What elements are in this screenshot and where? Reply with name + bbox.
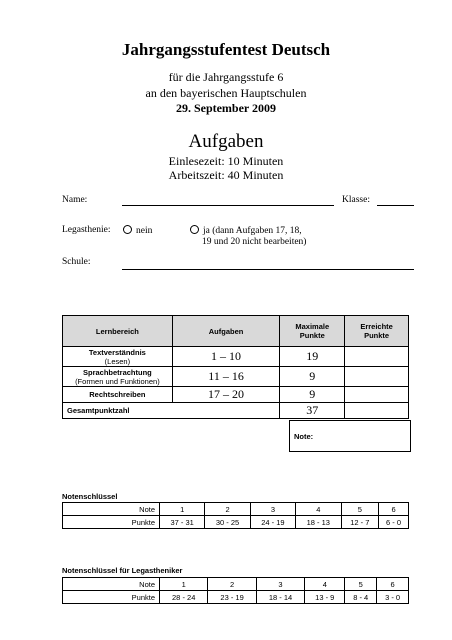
class-field[interactable] bbox=[377, 205, 414, 206]
grade-line: für die Jahrgangsstufe 6 bbox=[168, 70, 284, 84]
grade-cell: 1 bbox=[160, 503, 205, 516]
grade-cell: 3 bbox=[256, 578, 304, 591]
school-type-line: an den bayerischen Hauptschulen bbox=[145, 86, 307, 100]
option-yes[interactable] bbox=[190, 225, 302, 236]
grade-key-table bbox=[62, 502, 409, 529]
grade-row bbox=[63, 578, 409, 591]
points-cell: 18 - 13 bbox=[296, 516, 341, 529]
header-max: Maximale Punkte bbox=[280, 316, 345, 347]
score-table bbox=[62, 315, 409, 419]
grade-cell: 5 bbox=[345, 578, 377, 591]
achieved-cell[interactable] bbox=[345, 387, 409, 403]
header-area: Lernbereich bbox=[63, 316, 173, 347]
points-cell: 24 - 19 bbox=[250, 516, 295, 529]
grade-row bbox=[63, 503, 409, 516]
grade-cell: 4 bbox=[296, 503, 341, 516]
points-cell: 18 - 14 bbox=[256, 591, 304, 604]
legasthenie-label: Legasthenie: bbox=[62, 225, 111, 235]
achieved-cell[interactable] bbox=[345, 347, 409, 367]
grade-cell: 4 bbox=[305, 578, 345, 591]
total-label: Gesamtpunktzahl bbox=[63, 403, 280, 419]
max-cell: 19 bbox=[280, 347, 345, 367]
name-field[interactable] bbox=[122, 205, 334, 206]
grade-key-title: Notenschlüssel bbox=[62, 492, 118, 501]
achieved-cell[interactable] bbox=[345, 367, 409, 387]
radio-no-icon[interactable] bbox=[123, 225, 132, 234]
tasks-cell: 11 – 16 bbox=[172, 367, 280, 387]
table-row bbox=[63, 367, 409, 387]
grade-cell: 1 bbox=[160, 578, 208, 591]
header-achieved: Erreichte Punkte bbox=[345, 316, 409, 347]
points-cell: 6 - 0 bbox=[379, 516, 409, 529]
name-label: Name: bbox=[62, 195, 88, 205]
note-header: Note bbox=[63, 503, 160, 516]
note-box[interactable] bbox=[289, 420, 411, 452]
grade-key-leg-table bbox=[62, 577, 409, 604]
total-max: 37 bbox=[280, 403, 345, 419]
points-row bbox=[63, 591, 409, 604]
points-cell: 3 - 0 bbox=[377, 591, 409, 604]
grade-cell: 6 bbox=[377, 578, 409, 591]
header-tasks: Aufgaben bbox=[172, 316, 280, 347]
points-header: Punkte bbox=[63, 516, 160, 529]
school-field[interactable] bbox=[122, 269, 414, 270]
points-cell: 12 - 7 bbox=[341, 516, 379, 529]
grade-cell: 5 bbox=[341, 503, 379, 516]
points-cell: 37 - 31 bbox=[160, 516, 205, 529]
tasks-cell: 17 – 20 bbox=[172, 387, 280, 403]
points-row bbox=[63, 516, 409, 529]
grade-cell: 3 bbox=[250, 503, 295, 516]
points-cell: 30 - 25 bbox=[205, 516, 250, 529]
option-no-label: nein bbox=[136, 226, 153, 236]
grade-key-leg-title: Notenschlüssel für Legastheniker bbox=[62, 566, 183, 575]
area-cell: Sprachbetrachtung (Formen und Funktionen) bbox=[63, 367, 173, 387]
option-yes-label-2: 19 und 20 nicht bearbeiten) bbox=[202, 237, 307, 247]
points-cell: 13 - 9 bbox=[305, 591, 345, 604]
table-row bbox=[63, 347, 409, 367]
grade-cell: 6 bbox=[379, 503, 409, 516]
note-label: Note: bbox=[294, 432, 314, 441]
class-label: Klasse: bbox=[342, 195, 370, 205]
section-title: Aufgaben bbox=[188, 131, 264, 152]
school-label: Schule: bbox=[62, 257, 91, 267]
radio-yes-icon[interactable] bbox=[190, 225, 199, 234]
points-cell: 23 - 19 bbox=[208, 591, 256, 604]
points-header: Punkte bbox=[63, 591, 160, 604]
work-time: Arbeitszeit: 40 Minuten bbox=[168, 168, 284, 182]
tasks-cell: 1 – 10 bbox=[172, 347, 280, 367]
area-cell: Rechtschreiben bbox=[63, 387, 173, 403]
area-cell: Textverständnis (Lesen) bbox=[63, 347, 173, 367]
option-yes-label-1: ja (dann Aufgaben 17, 18, bbox=[203, 226, 302, 236]
grade-cell: 2 bbox=[208, 578, 256, 591]
table-row bbox=[63, 387, 409, 403]
option-no[interactable] bbox=[123, 225, 152, 236]
grade-cell: 2 bbox=[205, 503, 250, 516]
total-row bbox=[63, 403, 409, 419]
max-cell: 9 bbox=[280, 367, 345, 387]
points-cell: 28 - 24 bbox=[160, 591, 208, 604]
points-cell: 8 - 4 bbox=[345, 591, 377, 604]
note-header: Note bbox=[63, 578, 160, 591]
read-time: Einlesezeit: 10 Minuten bbox=[168, 154, 284, 168]
test-date: 29. September 2009 bbox=[175, 101, 277, 115]
page-title: Jahrgangsstufentest Deutsch bbox=[121, 40, 331, 59]
max-cell: 9 bbox=[280, 387, 345, 403]
total-achieved-cell[interactable] bbox=[345, 403, 409, 419]
